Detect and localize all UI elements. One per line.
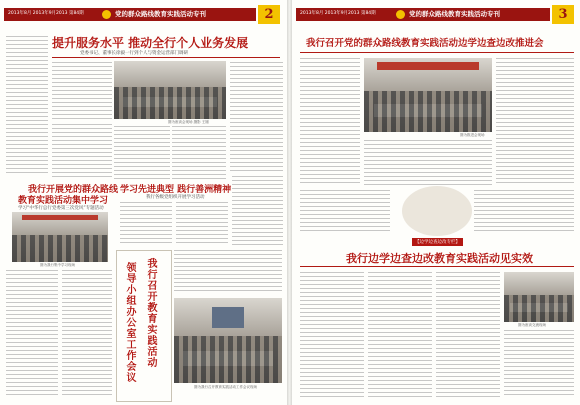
- body-text-column: [62, 270, 112, 398]
- headline-top: 提升服务水平 推动全行个人业务发展: [52, 36, 249, 50]
- photo-meeting: [114, 61, 226, 119]
- page-number-badge: [258, 5, 280, 24]
- body-text-column: [300, 58, 360, 186]
- body-text-column: [52, 124, 112, 180]
- photo-work-meeting: [174, 298, 282, 383]
- caption-bottom: 图为座谈交流现场: [518, 323, 546, 327]
- caption-top: 图为推进会现场: [460, 133, 485, 137]
- body-text-column: [474, 190, 574, 234]
- photo-banner: [22, 215, 99, 220]
- photo-people: [12, 235, 108, 263]
- body-text-column: [300, 272, 364, 398]
- body-text-column: [364, 140, 492, 186]
- subhead-top: 党委书记、董事长徐毅一行到个人与资金运营部门调研: [80, 51, 188, 56]
- body-text-column: [120, 202, 172, 246]
- photo-people: [364, 91, 492, 132]
- page-number: 3: [558, 7, 568, 22]
- vertical-headline-2: 领导小组办公室工作会议: [124, 262, 135, 383]
- body-text-column: [174, 250, 282, 294]
- subhead-mid: 学习“中华行总行党委第三次党风”专题活动: [18, 206, 104, 211]
- headline-mid: 我行开展党的群众路线: [28, 185, 119, 195]
- watermark-area: [402, 186, 472, 236]
- body-text-column: [504, 330, 574, 398]
- photo-people: [114, 87, 226, 119]
- body-text-column: [230, 62, 283, 172]
- headline-center: 学习先进典型 践行善洲精神: [120, 185, 232, 195]
- body-text-column: [368, 272, 432, 398]
- subhead-center: 我行各级党组织开展学习活动: [146, 195, 205, 200]
- header-meta: 2013年8月 2013年9月2013 第84期: [8, 11, 84, 16]
- divider: [52, 57, 280, 58]
- right-page-header: [292, 4, 580, 25]
- photo-banner: [377, 62, 479, 69]
- photo-study-session: [12, 212, 108, 262]
- body-text-column: [176, 202, 228, 246]
- body-text-column: [6, 36, 48, 176]
- left-page-header: [0, 4, 287, 25]
- left-page: [0, 0, 287, 405]
- divider: [300, 52, 574, 53]
- page-number-badge: [552, 5, 574, 24]
- body-text-column: [232, 176, 283, 246]
- body-text-column: [300, 190, 390, 234]
- headline-mid-2: 教育实践活动集中学习: [18, 196, 109, 206]
- body-text-column: [496, 58, 574, 186]
- body-text-column: [52, 62, 112, 120]
- photo-people: [504, 295, 574, 323]
- photo-conference: [364, 58, 492, 132]
- photo-discussion: [504, 272, 574, 322]
- body-text-column: [172, 126, 226, 180]
- headline-bottom: 我行边学边查边改教育实践活动见实效: [346, 252, 533, 265]
- emblem-icon: [102, 10, 111, 19]
- vertical-headline: 我行召开教育实践活动: [145, 258, 156, 368]
- divider: [300, 266, 574, 267]
- page-number: 2: [264, 7, 274, 22]
- body-text-column: [114, 126, 170, 180]
- caption-top: 图为座谈会现场 摄影 王刚: [168, 120, 209, 124]
- right-page: [292, 0, 580, 405]
- body-text-column: [436, 272, 500, 398]
- header-title: 党的群众路线教育实践活动专刊: [115, 10, 206, 18]
- body-text-column: [6, 270, 58, 398]
- photo-people: [174, 336, 282, 383]
- column-tag: 【边学边查边改专栏】: [412, 238, 463, 246]
- caption-mid: 图为我行集中学习现场: [40, 263, 75, 267]
- header-title: 党的群众路线教育实践活动专刊: [409, 10, 500, 18]
- header-meta: 2013年8月 2013年9月2013 第84期: [300, 11, 376, 16]
- caption-bottom: 图为我行召开教育实践活动工作会议现场: [194, 385, 257, 389]
- photo-screen: [212, 307, 244, 328]
- headline-top: 我行召开党的群众路线教育实践活动边学边查边改推进会: [306, 38, 544, 49]
- emblem-icon: [396, 10, 405, 19]
